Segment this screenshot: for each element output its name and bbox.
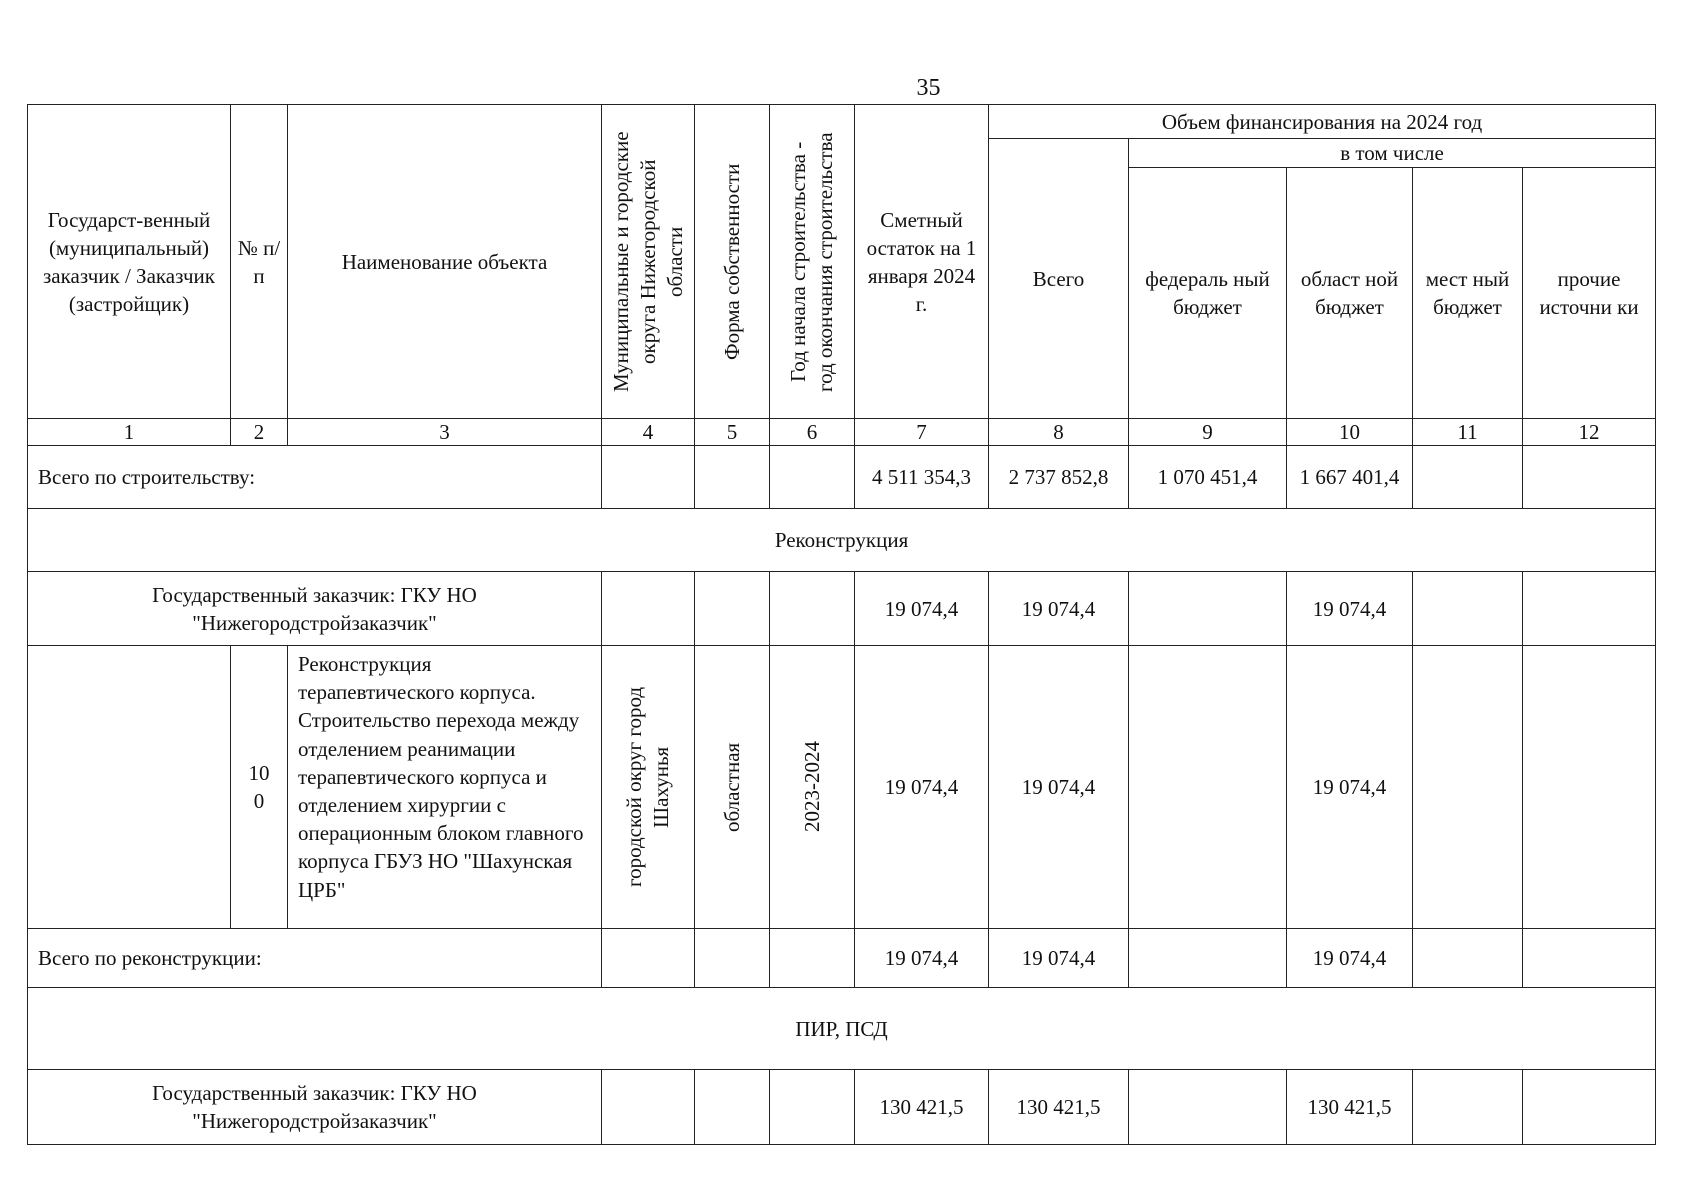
cell-municipal bbox=[602, 446, 695, 509]
cell-other bbox=[1523, 646, 1656, 929]
cell-total: 19 074,4 bbox=[989, 572, 1129, 646]
cell-other bbox=[1523, 1070, 1656, 1145]
column-number: 6 bbox=[770, 419, 855, 446]
column-numbers-row bbox=[28, 419, 1656, 446]
cell-total: 130 421,5 bbox=[989, 1070, 1129, 1145]
header-object-name: Наименование объекта bbox=[288, 105, 602, 419]
header-including: в том числе bbox=[1129, 139, 1656, 168]
cell-no: 10 0 bbox=[231, 646, 288, 929]
cell-local bbox=[1413, 1070, 1523, 1145]
financing-table bbox=[27, 104, 1656, 1145]
cell-estimate: 4 511 354,3 bbox=[855, 446, 989, 509]
cell-customer bbox=[28, 646, 231, 929]
cell-municipal bbox=[602, 1070, 695, 1145]
section-row-pir bbox=[28, 988, 1656, 1070]
table-row-total-construction bbox=[28, 446, 1656, 509]
section-title: Реконструкция bbox=[28, 509, 1656, 572]
cell-federal bbox=[1129, 1070, 1287, 1145]
column-number: 1 bbox=[28, 419, 231, 446]
column-number: 2 bbox=[231, 419, 288, 446]
cell-federal bbox=[1129, 929, 1287, 988]
cell-ownership: областная bbox=[695, 646, 770, 929]
row-label: Всего по реконструкции: bbox=[28, 929, 602, 988]
header-ownership: Форма собственности bbox=[695, 105, 770, 419]
cell-ownership bbox=[695, 446, 770, 509]
cell-ownership bbox=[695, 1070, 770, 1145]
cell-years bbox=[770, 446, 855, 509]
header-federal: федераль ный бюджет bbox=[1129, 168, 1287, 419]
header-local: мест ный бюджет bbox=[1413, 168, 1523, 419]
header-other: прочие источни ки bbox=[1523, 168, 1656, 419]
cell-years bbox=[770, 1070, 855, 1145]
column-number: 9 bbox=[1129, 419, 1287, 446]
table-row-customer bbox=[28, 572, 1656, 646]
cell-ownership bbox=[695, 572, 770, 646]
column-number: 4 bbox=[602, 419, 695, 446]
cell-total: 19 074,4 bbox=[989, 646, 1129, 929]
cell-other bbox=[1523, 929, 1656, 988]
table-row-customer bbox=[28, 1070, 1656, 1145]
section-title: ПИР, ПСД bbox=[28, 988, 1656, 1070]
cell-other bbox=[1523, 572, 1656, 646]
cell-municipal: городской округ город Шахунья bbox=[602, 646, 695, 929]
cell-local bbox=[1413, 929, 1523, 988]
header-estimate: Сметный остаток на 1 января 2024 г. bbox=[855, 105, 989, 419]
header-total: Всего bbox=[989, 139, 1129, 419]
cell-local bbox=[1413, 446, 1523, 509]
cell-federal bbox=[1129, 572, 1287, 646]
cell-other bbox=[1523, 446, 1656, 509]
header-years: Год начала строительства - год окончания строительства bbox=[770, 105, 855, 419]
customer-label: Государственный заказчик: ГКУ НО "Нижегородстройзаказчик" bbox=[28, 1070, 602, 1145]
cell-municipal bbox=[602, 929, 695, 988]
cell-years bbox=[770, 929, 855, 988]
cell-municipal bbox=[602, 572, 695, 646]
column-number: 3 bbox=[288, 419, 602, 446]
column-number: 5 bbox=[695, 419, 770, 446]
row-label: Всего по строительству: bbox=[28, 446, 602, 509]
section-row-reconstruction bbox=[28, 509, 1656, 572]
cell-regional: 19 074,4 bbox=[1287, 646, 1413, 929]
column-number: 11 bbox=[1413, 419, 1523, 446]
header-funding-group: Объем финансирования на 2024 год bbox=[989, 105, 1656, 139]
header-regional: област ной бюджет bbox=[1287, 168, 1413, 419]
cell-local bbox=[1413, 572, 1523, 646]
header-municipal: Муниципальные и городские округа Нижегородской области bbox=[602, 105, 695, 419]
column-number: 7 bbox=[855, 419, 989, 446]
table-row-object bbox=[28, 646, 1656, 929]
cell-estimate: 19 074,4 bbox=[855, 572, 989, 646]
cell-federal bbox=[1129, 646, 1287, 929]
cell-regional: 19 074,4 bbox=[1287, 572, 1413, 646]
cell-object-name: Реконструкция терапевтического корпуса. Строительство перехода между отделением реанимации терапевтического корпуса и отделением хирургии с операционным блоком главного корпуса ГБУЗ НО "Шахунская ЦРБ" bbox=[288, 646, 602, 929]
cell-total: 2 737 852,8 bbox=[989, 446, 1129, 509]
cell-local bbox=[1413, 646, 1523, 929]
cell-regional: 1 667 401,4 bbox=[1287, 446, 1413, 509]
cell-regional: 130 421,5 bbox=[1287, 1070, 1413, 1145]
page-number: 35 bbox=[916, 75, 941, 101]
header-no: № п/п bbox=[231, 105, 288, 419]
header-customer: Государст-венный (муниципальный) заказчик / Заказчик (застройщик) bbox=[28, 105, 231, 419]
cell-estimate: 19 074,4 bbox=[855, 929, 989, 988]
cell-federal: 1 070 451,4 bbox=[1129, 446, 1287, 509]
cell-regional: 19 074,4 bbox=[1287, 929, 1413, 988]
cell-total: 19 074,4 bbox=[989, 929, 1129, 988]
column-number: 12 bbox=[1523, 419, 1656, 446]
cell-estimate: 19 074,4 bbox=[855, 646, 989, 929]
column-number: 10 bbox=[1287, 419, 1413, 446]
cell-ownership bbox=[695, 929, 770, 988]
cell-years bbox=[770, 572, 855, 646]
customer-label: Государственный заказчик: ГКУ НО "Нижегородстройзаказчик" bbox=[28, 572, 602, 646]
cell-years: 2023-2024 bbox=[770, 646, 855, 929]
table-row-total-reconstruction bbox=[28, 929, 1656, 988]
column-number: 8 bbox=[989, 419, 1129, 446]
cell-estimate: 130 421,5 bbox=[855, 1070, 989, 1145]
